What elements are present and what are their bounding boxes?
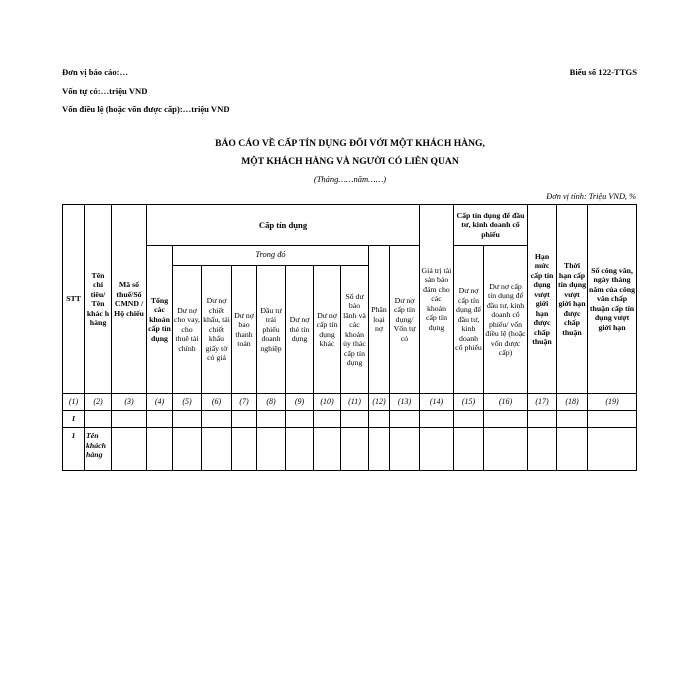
col-number: (13) bbox=[390, 394, 420, 411]
col-loans-header: Dư nợ cho vay, cho thuê tài chính bbox=[173, 266, 202, 394]
col-other-credit-header: Dư nợ cấp tín dụng khác bbox=[314, 266, 341, 394]
report-title-line2: MỘT KHÁCH HÀNG VÀ NGƯỜI CÓ LIÊN QUAN bbox=[241, 156, 459, 167]
equity-line: Vốn tự có:…triệu VND bbox=[62, 86, 148, 96]
table-cell bbox=[257, 428, 286, 471]
table-cell bbox=[286, 428, 314, 471]
table-cell bbox=[286, 411, 314, 428]
credit-report-table bbox=[62, 204, 637, 471]
col-limit-header: Hạn mức cấp tín dụng vượt giới hạn được chấp thuận bbox=[528, 205, 557, 394]
table-cell bbox=[528, 411, 557, 428]
col-number: (6) bbox=[202, 394, 232, 411]
table-cell bbox=[232, 411, 257, 428]
table-cell bbox=[528, 428, 557, 471]
table-cell bbox=[232, 428, 257, 471]
table-row bbox=[63, 411, 637, 428]
table-cell bbox=[454, 411, 484, 428]
table-cell bbox=[341, 411, 369, 428]
col-number: (9) bbox=[286, 394, 314, 411]
col-number: (2) bbox=[85, 394, 112, 411]
col-number: (3) bbox=[112, 394, 147, 411]
col-stt-header: STT bbox=[63, 205, 85, 394]
table-cell bbox=[369, 411, 390, 428]
col-number: (18) bbox=[557, 394, 588, 411]
table-cell bbox=[112, 428, 147, 471]
table-cell bbox=[484, 411, 528, 428]
col-number: (17) bbox=[528, 394, 557, 411]
table-cell bbox=[588, 411, 637, 428]
table-cell bbox=[314, 428, 341, 471]
table-cell bbox=[202, 428, 232, 471]
table-cell bbox=[173, 411, 202, 428]
table-cell bbox=[257, 411, 286, 428]
table-cell bbox=[420, 411, 454, 428]
table-cell bbox=[420, 428, 454, 471]
col-discount-header: Dư nợ chiết khấu, tái chiết khấu giấy tờ có giá bbox=[202, 266, 232, 394]
table-cell bbox=[147, 428, 173, 471]
col-corporate-bonds-header: Đầu tư trái phiếu doanh nghiệp bbox=[257, 266, 286, 394]
col-total-header: Tổng các khoản cấp tín dụng bbox=[147, 246, 173, 394]
row-stt: I bbox=[63, 411, 85, 428]
col-number: (5) bbox=[173, 394, 202, 411]
col-number: (15) bbox=[454, 394, 484, 411]
col-payment-guarantee-header: Dư nợ bao thanh toán bbox=[232, 266, 257, 394]
group-credit-header: Cấp tín dụng bbox=[147, 205, 420, 246]
table-row bbox=[63, 428, 637, 471]
report-title-line1: BÁO CÁO VỀ CẤP TÍN DỤNG ĐỐI VỚI MỘT KHÁCH HÀNG, bbox=[215, 138, 485, 149]
col-number: (7) bbox=[232, 394, 257, 411]
table-cell bbox=[369, 428, 390, 471]
col-doc-header: Số công văn, ngày tháng năm của công văn chấp thuận cấp tín dụng vượt giới hạn bbox=[588, 205, 637, 394]
report-period: (Tháng……năm……) bbox=[313, 174, 387, 184]
table-cell bbox=[390, 428, 420, 471]
col-number: (10) bbox=[314, 394, 341, 411]
subgroup-of-which: Trong đó bbox=[173, 246, 369, 266]
table-cell bbox=[557, 428, 588, 471]
col-number: (14) bbox=[420, 394, 454, 411]
row-stt: 1 bbox=[63, 428, 85, 471]
col-collateral-header: Giá trị tài sản bảo đảm cho các khoản cấp tín dụng bbox=[420, 205, 454, 394]
col-term-header: Thời hạn cấp tín dụng vượt giới hạn được chấp thuận bbox=[557, 205, 588, 394]
table-cell bbox=[341, 428, 369, 471]
col-number: (12) bbox=[369, 394, 390, 411]
table-cell bbox=[484, 428, 528, 471]
col-guarantee-header: Số dư bảo lãnh và các khoản ủy thác cấp tín dụng bbox=[341, 266, 369, 394]
col-number: (4) bbox=[147, 394, 173, 411]
unit-note: Đơn vị tính: Triệu VND, % bbox=[546, 192, 636, 201]
table-cell bbox=[112, 411, 147, 428]
group-investment-header: Cấp tín dụng để đầu tư, kinh doanh cổ phiếu bbox=[454, 205, 528, 246]
table-cell bbox=[202, 411, 232, 428]
col-name-header: Tên chi tiêu/ Tên khác h hàng bbox=[85, 205, 112, 394]
col-credit-card-header: Dư nợ thẻ tín dụng bbox=[286, 266, 314, 394]
col-id-header: Mã số thuế/Số CMND / Hộ chiếu bbox=[112, 205, 147, 394]
col-number: (19) bbox=[588, 394, 637, 411]
table-cell bbox=[147, 411, 173, 428]
col-ratio-header: Dư nợ cấp tín dụng/ Vốn tự có bbox=[390, 246, 420, 394]
col-number: (11) bbox=[341, 394, 369, 411]
table-cell bbox=[454, 428, 484, 471]
col-classification-header: Phân loại nợ bbox=[369, 246, 390, 394]
reporting-unit: Đơn vị báo cáo:… bbox=[62, 67, 129, 77]
charter-capital-line: Vốn điều lệ (hoặc vốn được cấp):…triệu VND bbox=[62, 104, 230, 114]
col-inv-ratio-header: Dư nợ cấp tín dụng để đầu tư, kinh doanh cổ phiếu/ vốn điều lệ (hoặc vốn được cấp) bbox=[484, 246, 528, 394]
table-cell bbox=[390, 411, 420, 428]
table-cell bbox=[314, 411, 341, 428]
col-number: (8) bbox=[257, 394, 286, 411]
table-cell bbox=[588, 428, 637, 471]
row-name: Tên khách hàng bbox=[85, 428, 112, 471]
row-name bbox=[85, 411, 112, 428]
col-number: (1) bbox=[63, 394, 85, 411]
col-number: (16) bbox=[484, 394, 528, 411]
col-inv-debt-header: Dư nợ cấp tín dụng để đầu tư, kinh doanh cổ phiếu bbox=[454, 246, 484, 394]
form-number: Biểu số 122-TTGS bbox=[569, 67, 637, 77]
table-cell bbox=[557, 411, 588, 428]
table-cell bbox=[173, 428, 202, 471]
